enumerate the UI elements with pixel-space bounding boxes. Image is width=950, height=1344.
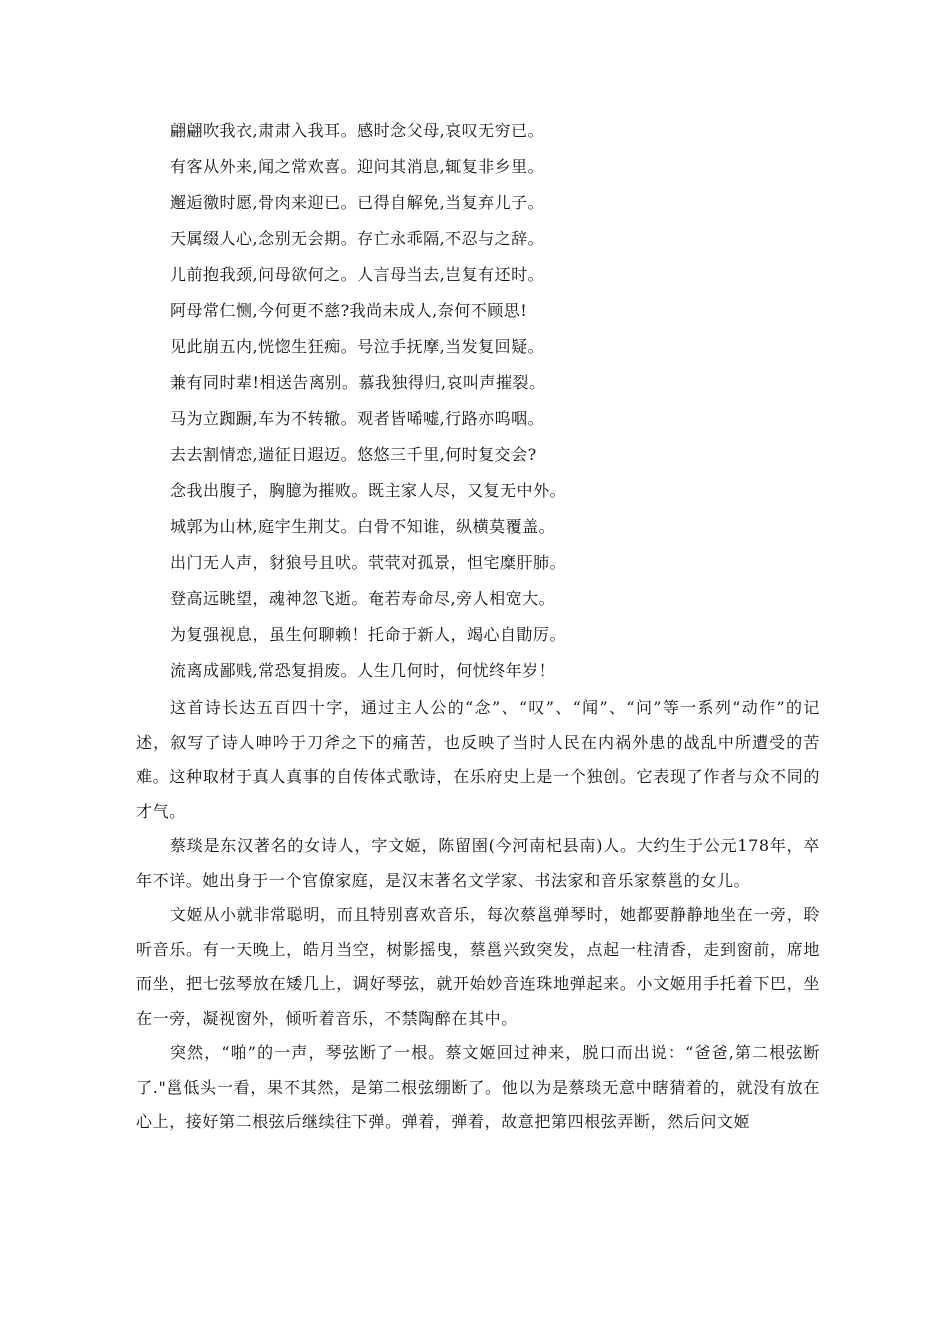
poem-block [136,121,820,697]
paragraph: 文姬从小就非常聪明，而且特别喜欢音乐，每次蔡邕弹琴时，她都要静静地坐在一旁，聆听音乐。有一天晚上，皓月当空，树影摇曳，蔡邕兴致突发，点起一柱清香，走到窗前，席地而坐，把七弦琴放在矮几上，调好琴弦，就开始妙音连珠地弹起来。小文姬用手托着下巴，坐在一旁，凝视窗外，倾听着音乐，不禁陶醉在其中。 [136,905,820,1028]
poem-line: 出门无人声，豺狼号且吠。茕茕对孤景，怛宅糜肝肺。 [170,553,567,572]
poem-line: 为复强视息，虽生何聊赖！托命于新人，竭心自勖厉。 [170,625,567,644]
poem-line: 天属缀人心,念别无会期。存亡永乖隔,不忍与之辞。 [170,229,545,248]
poem-line: 见此崩五内,恍惚生狂痴。号泣手抚摩,当发复回疑。 [170,337,545,356]
poem-line: 翩翩吹我衣,肃肃入我耳。感时念父母,哀叹无穷已。 [170,121,545,140]
poem-line: 登高远眺望，魂神忽飞逝。奄若寿命尽,旁人相宽大。 [170,589,556,608]
poem-line: 城郭为山林,庭宇生荆艾。白骨不知谁，纵横莫覆盖。 [170,517,556,536]
poem-line: 去去割情恋,遄征日遐迈。悠悠三千里,何时复交会? [170,445,537,464]
poem-line: 邂逅徼时愿,骨肉来迎已。已得自解免,当复弃儿子。 [170,193,545,212]
poem-line: 念我出腹子，胸臆为摧败。既主家人尽，又复无中外。 [170,481,567,500]
poem-line: 有客从外来,闻之常欢喜。迎问其消息,辄复非乡里。 [170,157,545,176]
paragraph: 这首诗长达五百四十字，通过主人公的“念”、“叹”、“闻”、“问”等一系列“动作”的记述，叙写了诗人呻吟于刀斧之下的痛苦，也反映了当时人民在内祸外患的战乱中所遭受的苦难。这种取材于真人真事的自传体式歌诗，在乐府史上是一个独创。它表现了作者与众不同的才气。 [136,698,820,821]
poem-line: 阿母常仁恻,今何更不慈?我尚未成人,奈何不顾思! [170,301,528,320]
poem-line: 儿前抱我颈,问母欲何之。人言母当去,岂复有还时。 [170,265,545,284]
poem-line: 流离成鄙贱,常恐复捐废。人生几何时，何忧终年岁！ [170,661,556,680]
paragraph: 突然，“啪”的一声，琴弦断了一根。蔡文姬回过神来，脱口而出说：“爸爸,第二根弦断了."邕低头一看，果不其然，是第二根弦绷断了。他以为是蔡琰无意中瞎猜着的，就没有放在心上，接好第二根弦后继续往下弹。弹着，弹着，故意把第四根弦弄断，然后问文姬 [136,1043,820,1131]
poem-line: 马为立踟蹰,车为不转辙。观者皆唏嘘,行路亦呜咽。 [170,409,545,428]
poem-line: 兼有同时辈!相送告离别。慕我独得归,哀叫声摧裂。 [170,373,546,392]
paragraph: 蔡琰是东汉著名的女诗人，字文姬，陈留圉(今河南杞县南)人。大约生于公元178年，卒年不详。她出身于一个官僚家庭，是汉末著名文学家、书法家和音乐家蔡邕的女儿。 [136,836,820,890]
